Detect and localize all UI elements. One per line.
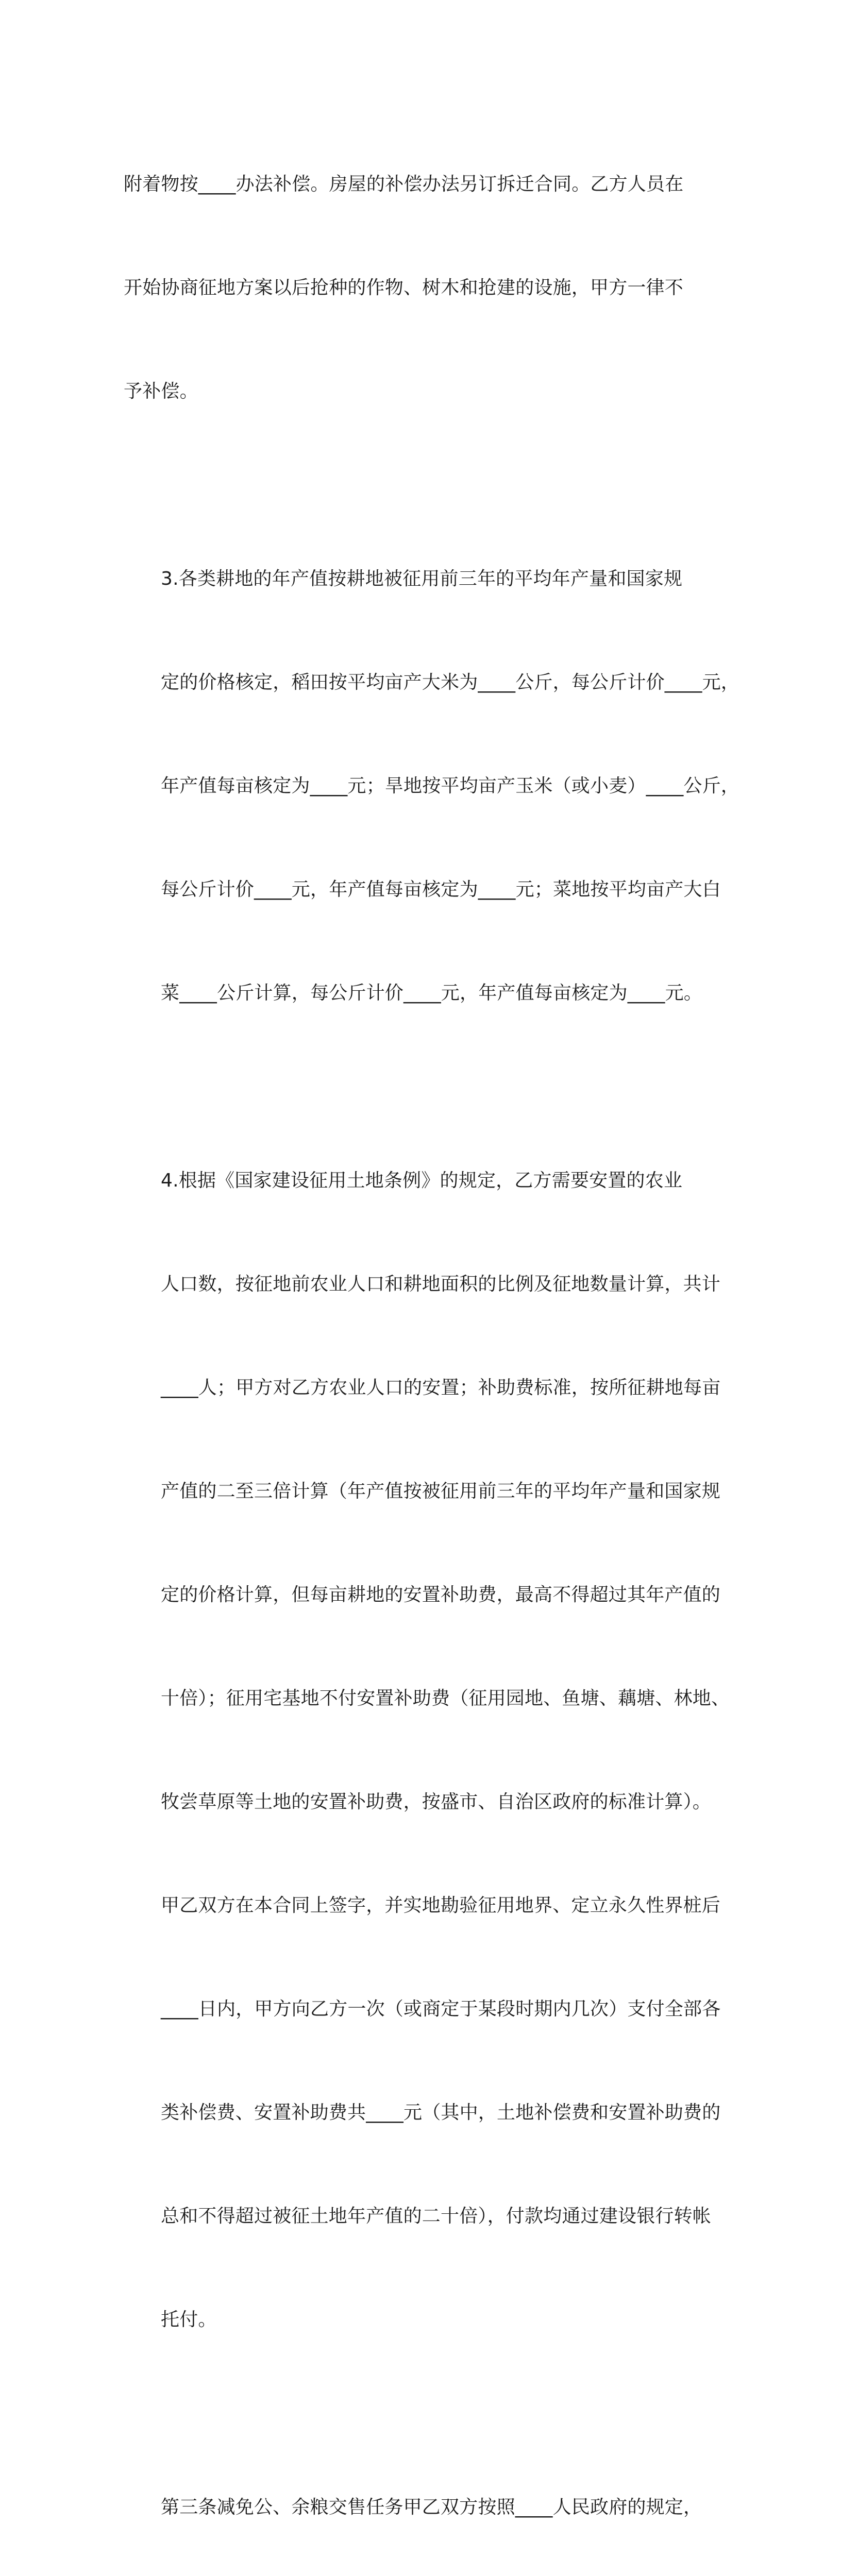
- text-line: 3.各类耕地的年产值按耕地被征用前三年的平均年产量和国家规: [161, 568, 683, 589]
- document-body: [124, 98, 740, 2576]
- text-line: 十倍）；征用宅基地不付安置补助费（征用园地、鱼塘、藕塘、林地、: [161, 1688, 730, 1709]
- text-line: 产值的二至三倍计算（年产值按被征用前三年的平均年产量和国家规: [161, 1481, 721, 1502]
- text-line: 定的价格核定，稻田按平均亩产大米为____公斤，每公斤计价____元，: [161, 672, 740, 693]
- text-line: 牧尝草原等土地的安置补助费，按盛市、自治区政府的标准计算）。: [161, 1791, 712, 1812]
- text-line: 年产值每亩核定为____元；旱地按平均亩产玉米（或小麦）____公斤，: [161, 775, 740, 796]
- text-line: 人口数，按征地前农业人口和耕地面积的比例及征地数量计算，共计: [161, 1274, 721, 1295]
- paragraph-continuation: [124, 98, 716, 478]
- text-line: 每公斤计价____元，年产值每亩核定为____元；菜地按平均亩产大白: [161, 879, 721, 900]
- text-line: ____人；甲方对乙方农业人口的安置；补助费标准，按所征耕地每亩: [161, 1377, 721, 1398]
- text-line: 第三条减免公、余粮交售任务甲乙双方按照____人民政府的规定，: [161, 2497, 702, 2518]
- text-line: 总和不得超过被征土地年产值的二十倍），付款均通过建设银行转帐: [161, 2206, 712, 2227]
- text-line: 定的价格计算，但每亩耕地的安置补助费，最高不得超过其年产值的: [161, 1584, 721, 1605]
- text-line: 菜____公斤计算，每公斤计价____元，年产值每亩核定为____元。: [161, 982, 703, 1004]
- paragraph-article-3: [124, 2421, 716, 2576]
- text-line: 开始协商征地方案以后抢种的作物、树木和抢建的设施，甲方一律不: [124, 277, 684, 298]
- text-line: 类补偿费、安置补助费共____元（其中，土地补偿费和安置补助费的: [161, 2102, 721, 2123]
- paragraph-item-3: [124, 493, 740, 1079]
- text-line: 予补偿。: [124, 381, 198, 402]
- text-line: 托付。: [161, 2309, 217, 2330]
- paragraph-item-4: [124, 1094, 730, 2406]
- text-line: ____日内，甲方向乙方一次（或商定于某段时期内几次）支付全部各: [161, 1998, 721, 2020]
- text-line: 附着物按____办法补偿。房屋的补偿办法另订拆迁合同。乙方人员在: [124, 174, 684, 195]
- text-line: 甲乙双方在本合同上签字，并实地勘验征用地界、定立永久性界桩后: [161, 1895, 721, 1916]
- text-line: 4.根据《国家建设征用土地条例》的规定，乙方需要安置的农业: [161, 1170, 683, 1191]
